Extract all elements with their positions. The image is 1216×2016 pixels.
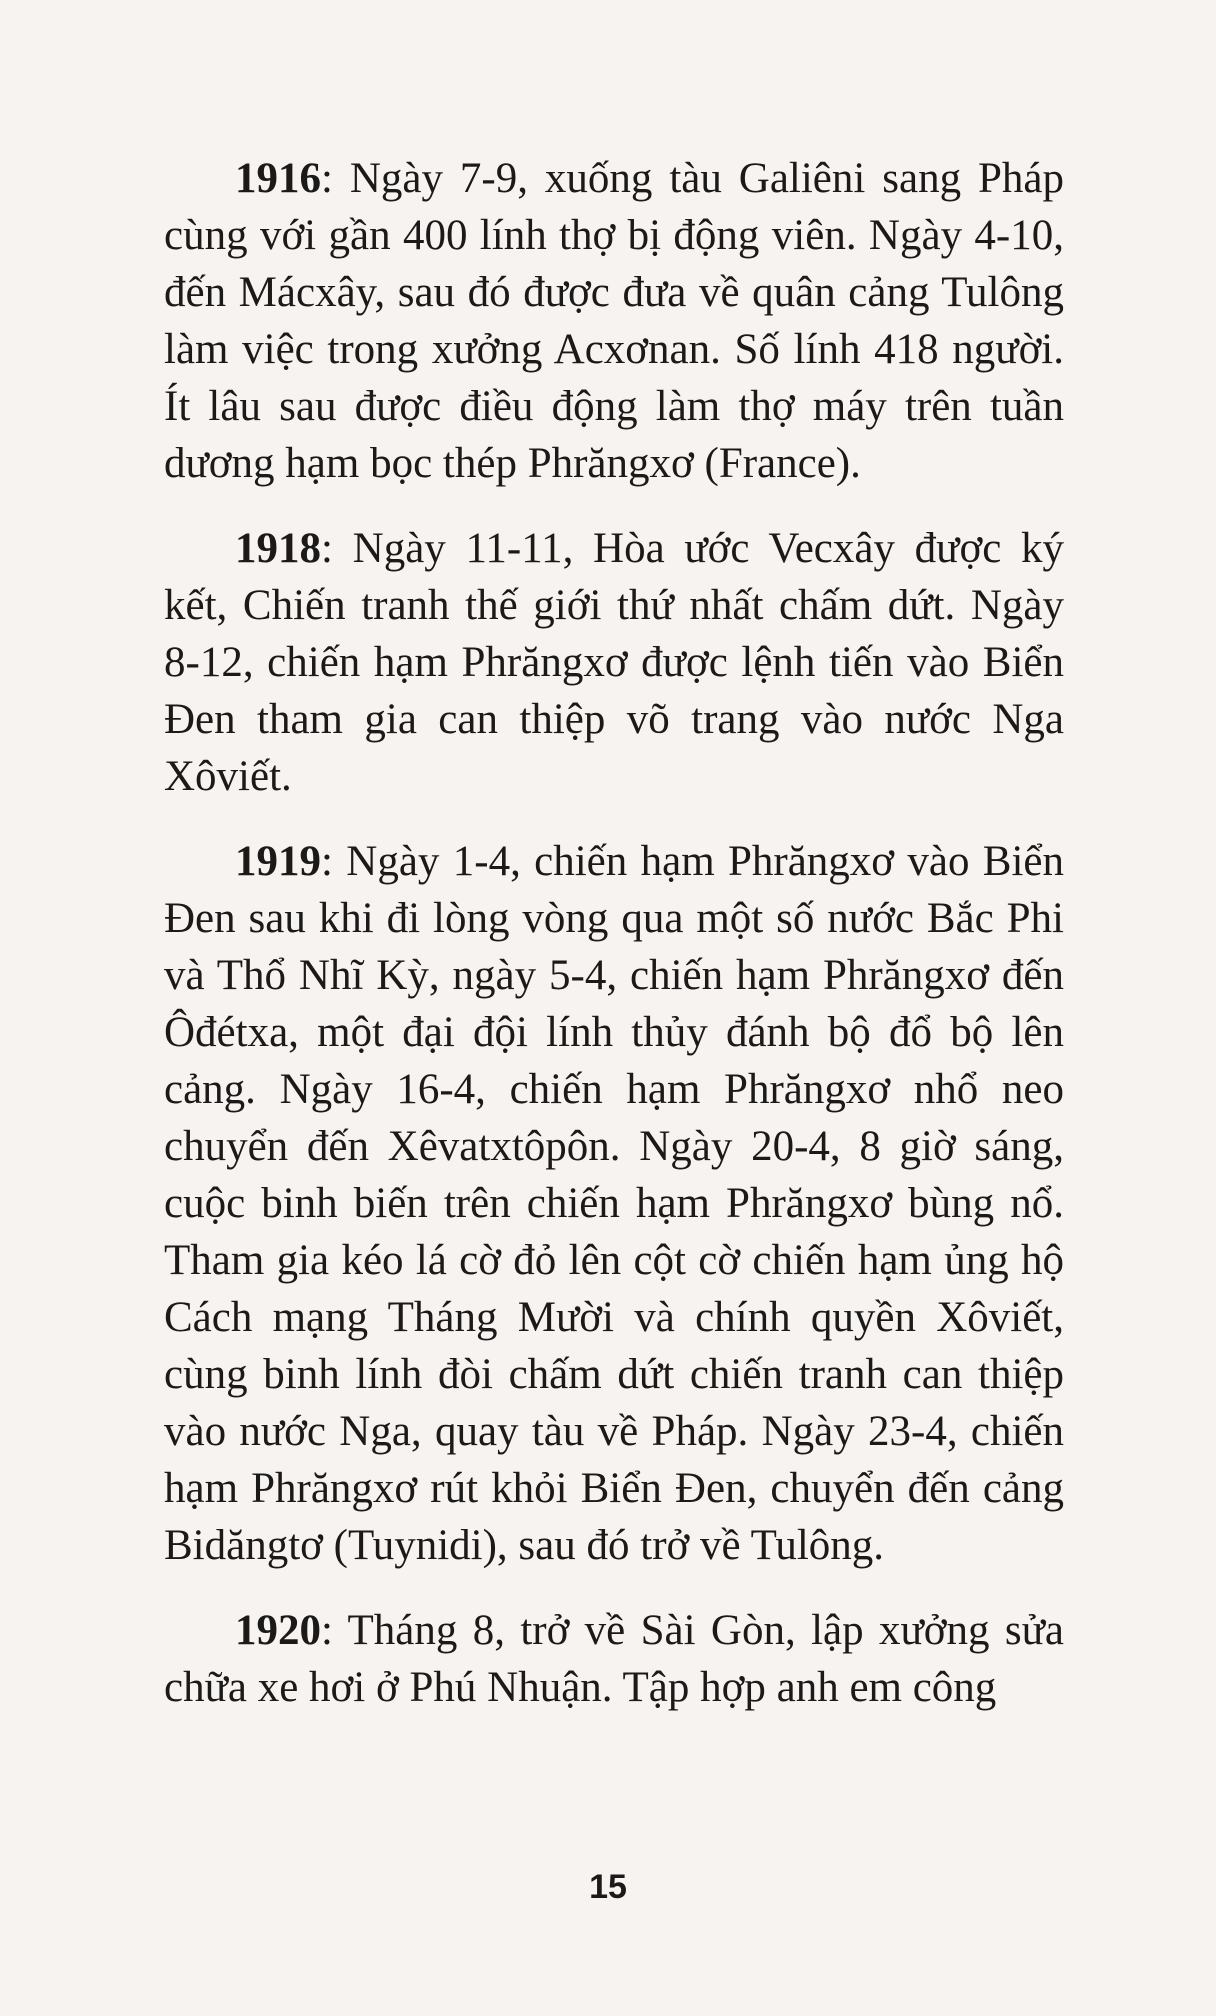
paragraph-text: : Ngày 7-9, xuống tàu Galiêni sang Pháp cùng với gần 400 lính thợ bị động viên. Ngày 4-10, đến Mácxây, sau đó được đưa về quân cảng Tulông làm việc trong xưởng Acxơnan. Số lính 418 người. Ít lâu sau được điều động làm thợ máy trên tuần dương hạm bọc thép Phrăngxơ (France). [164, 155, 1064, 487]
paragraph-text: : Tháng 8, trở về Sài Gòn, lập xưởng sửa chữa xe hơi ở Phú Nhuận. Tập hợp anh em công [164, 1607, 1064, 1711]
year-label: 1916 [235, 155, 321, 202]
paragraph-text: : Ngày 11-11, Hòa ước Vecxây được ký kết, Chiến tranh thế giới thứ nhất chấm dứt. Ngày 8-12, chiến hạm Phrăngxơ được lệnh tiến vào Biển Đen tham gia can thiệp võ trang vào nước Nga Xôviết. [164, 525, 1064, 800]
paragraph-1919 [164, 833, 1064, 1574]
paragraph-1916 [164, 150, 1064, 492]
page-number: 15 [589, 1868, 627, 1906]
year-label: 1919 [235, 838, 321, 885]
paragraph-1920 [164, 1602, 1064, 1716]
year-label: 1918 [235, 525, 321, 572]
paragraph-text: : Ngày 1-4, chiến hạm Phrăngxơ vào Biển Đen sau khi đi lòng vòng qua một số nước Bắc Phi và Thổ Nhĩ Kỳ, ngày 5-4, chiến hạm Phrăngxơ đến Ôđétxa, một đại đội lính thủy đánh bộ đổ bộ lên cảng. Ngày 16-4, chiến hạm Phrăngxơ nhổ neo chuyển đến Xêvatxtôpôn. Ngày 20-4, 8 giờ sáng, cuộc binh biến trên chiến hạm Phrăngxơ bùng nổ. Tham gia kéo lá cờ đỏ lên cột cờ chiến hạm ủng hộ Cách mạng Tháng Mười và chính quyền Xôviết, cùng binh lính đòi chấm dứt chiến tranh can thiệp vào nước Nga, quay tàu về Pháp. Ngày 23-4, chiến hạm Phrăngxơ rút khỏi Biển Đen, chuyển đến cảng Bidăngtơ (Tuynidi), sau đó trở về Tulông. [164, 838, 1064, 1569]
body-text [164, 150, 1064, 1744]
paragraph-1918 [164, 520, 1064, 805]
year-label: 1920 [235, 1607, 321, 1654]
